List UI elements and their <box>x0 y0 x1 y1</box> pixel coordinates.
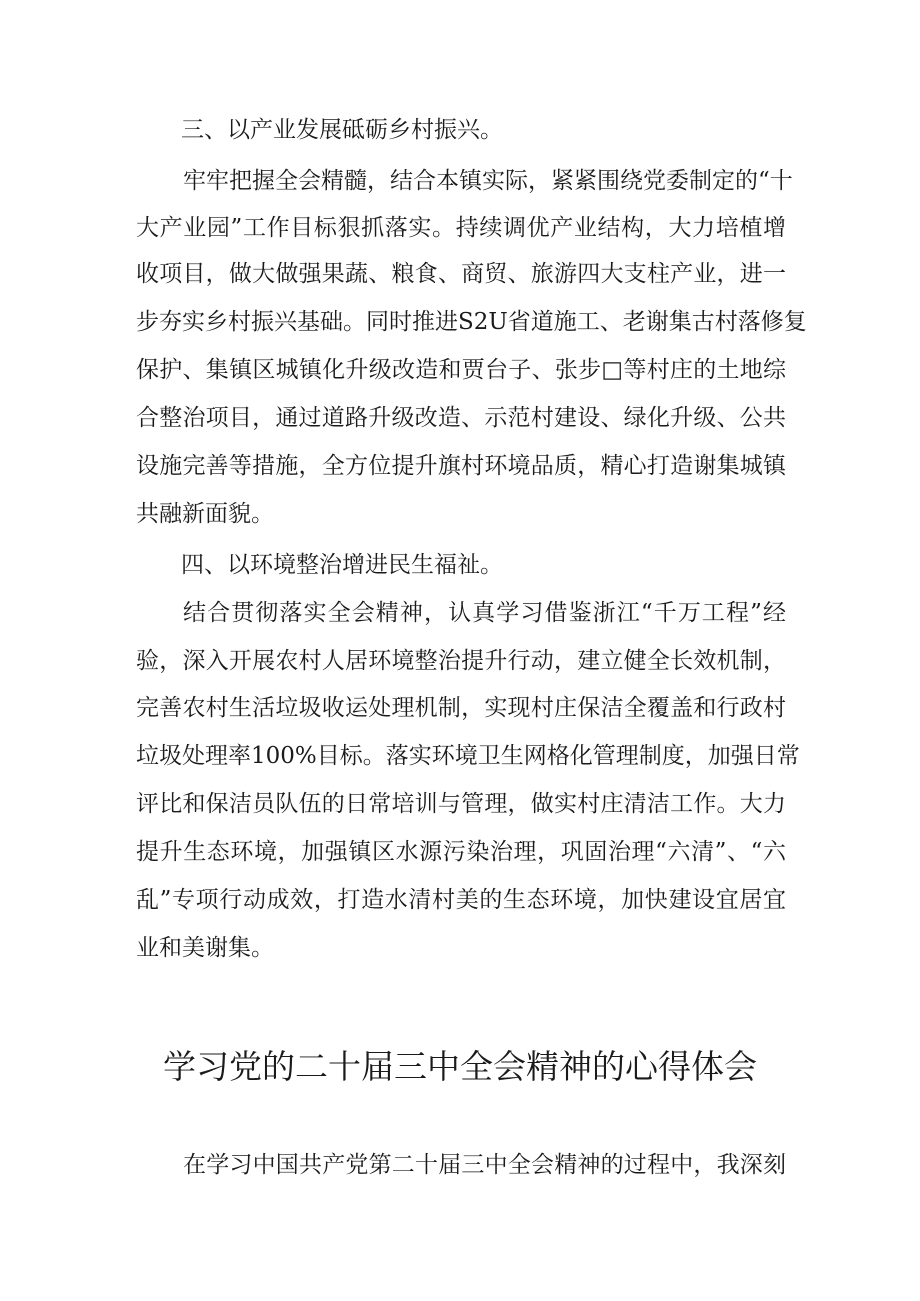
section-4-line-3: 完善农村生活垃圾收运处理机制，实现村庄保洁全覆盖和行政村 <box>136 695 786 721</box>
section-3-heading: 三、以产业发展砥砺乡村振兴。 <box>181 117 503 143</box>
section-4-line-1: 结合贯彻落实全会精神，认真学习借鉴浙江“千万工程”经 <box>183 600 786 626</box>
section-4-line-6: 提升生态环境，加强镇区水源污染治理，巩固治理“六清”、“六 <box>136 839 786 865</box>
section-4-line-2: 验，深入开展农村人居环境整治提升行动，建立健全长效机制， <box>136 648 786 674</box>
section-4-line-4: 垃圾处理率100%目标。落实环境卫生网格化管理制度，加强日常 <box>136 743 800 769</box>
intro-line-1: 在学习中国共产党第二十届三中全会精神的过程中，我深刻 <box>183 1152 786 1178</box>
section-4-line-5: 评比和保洁员队伍的日常培训与管理，做实村庄清洁工作。大力 <box>136 791 786 817</box>
section-3-line-1: 牢牢把握全会精髓，结合本镇实际，紧紧围绕党委制定的“十 <box>183 168 793 194</box>
section-3-line-6: 合整治项目，通过道路升级改造、示范村建设、绿化升级、公共 <box>136 405 786 431</box>
section-4-line-7: 乱”专项行动成效，打造水清村美的生态环境，加快建设宜居宜 <box>136 887 786 913</box>
section-3-line-4: 步夯实乡村振兴基础。同时推进S2U省道施工、老谢集古村落修复 <box>136 309 807 335</box>
section-4-line-8: 业和美谢集。 <box>136 935 274 961</box>
section-4-heading: 四、以环境整治增进民生福祉。 <box>181 552 503 578</box>
section-3-line-3: 收项目，做大做强果蔬、粮食、商贸、旅游四大支柱产业，进一 <box>136 261 786 287</box>
section-3-line-8: 共融新面貌。 <box>136 501 274 527</box>
section-3-line-2: 大产业园”工作目标狠抓落实。持续调优产业结构，大力培植增 <box>136 215 786 241</box>
section-3-line-7: 设施完善等措施，全方位提升旗村环境品质，精心打造谢集城镇 <box>136 453 786 479</box>
document-title: 学习党的二十届三中全会精神的心得体会 <box>163 1047 757 1086</box>
section-3-line-5: 保护、集镇区城镇化升级改造和贾台子、张步□等村庄的土地综 <box>136 357 786 383</box>
